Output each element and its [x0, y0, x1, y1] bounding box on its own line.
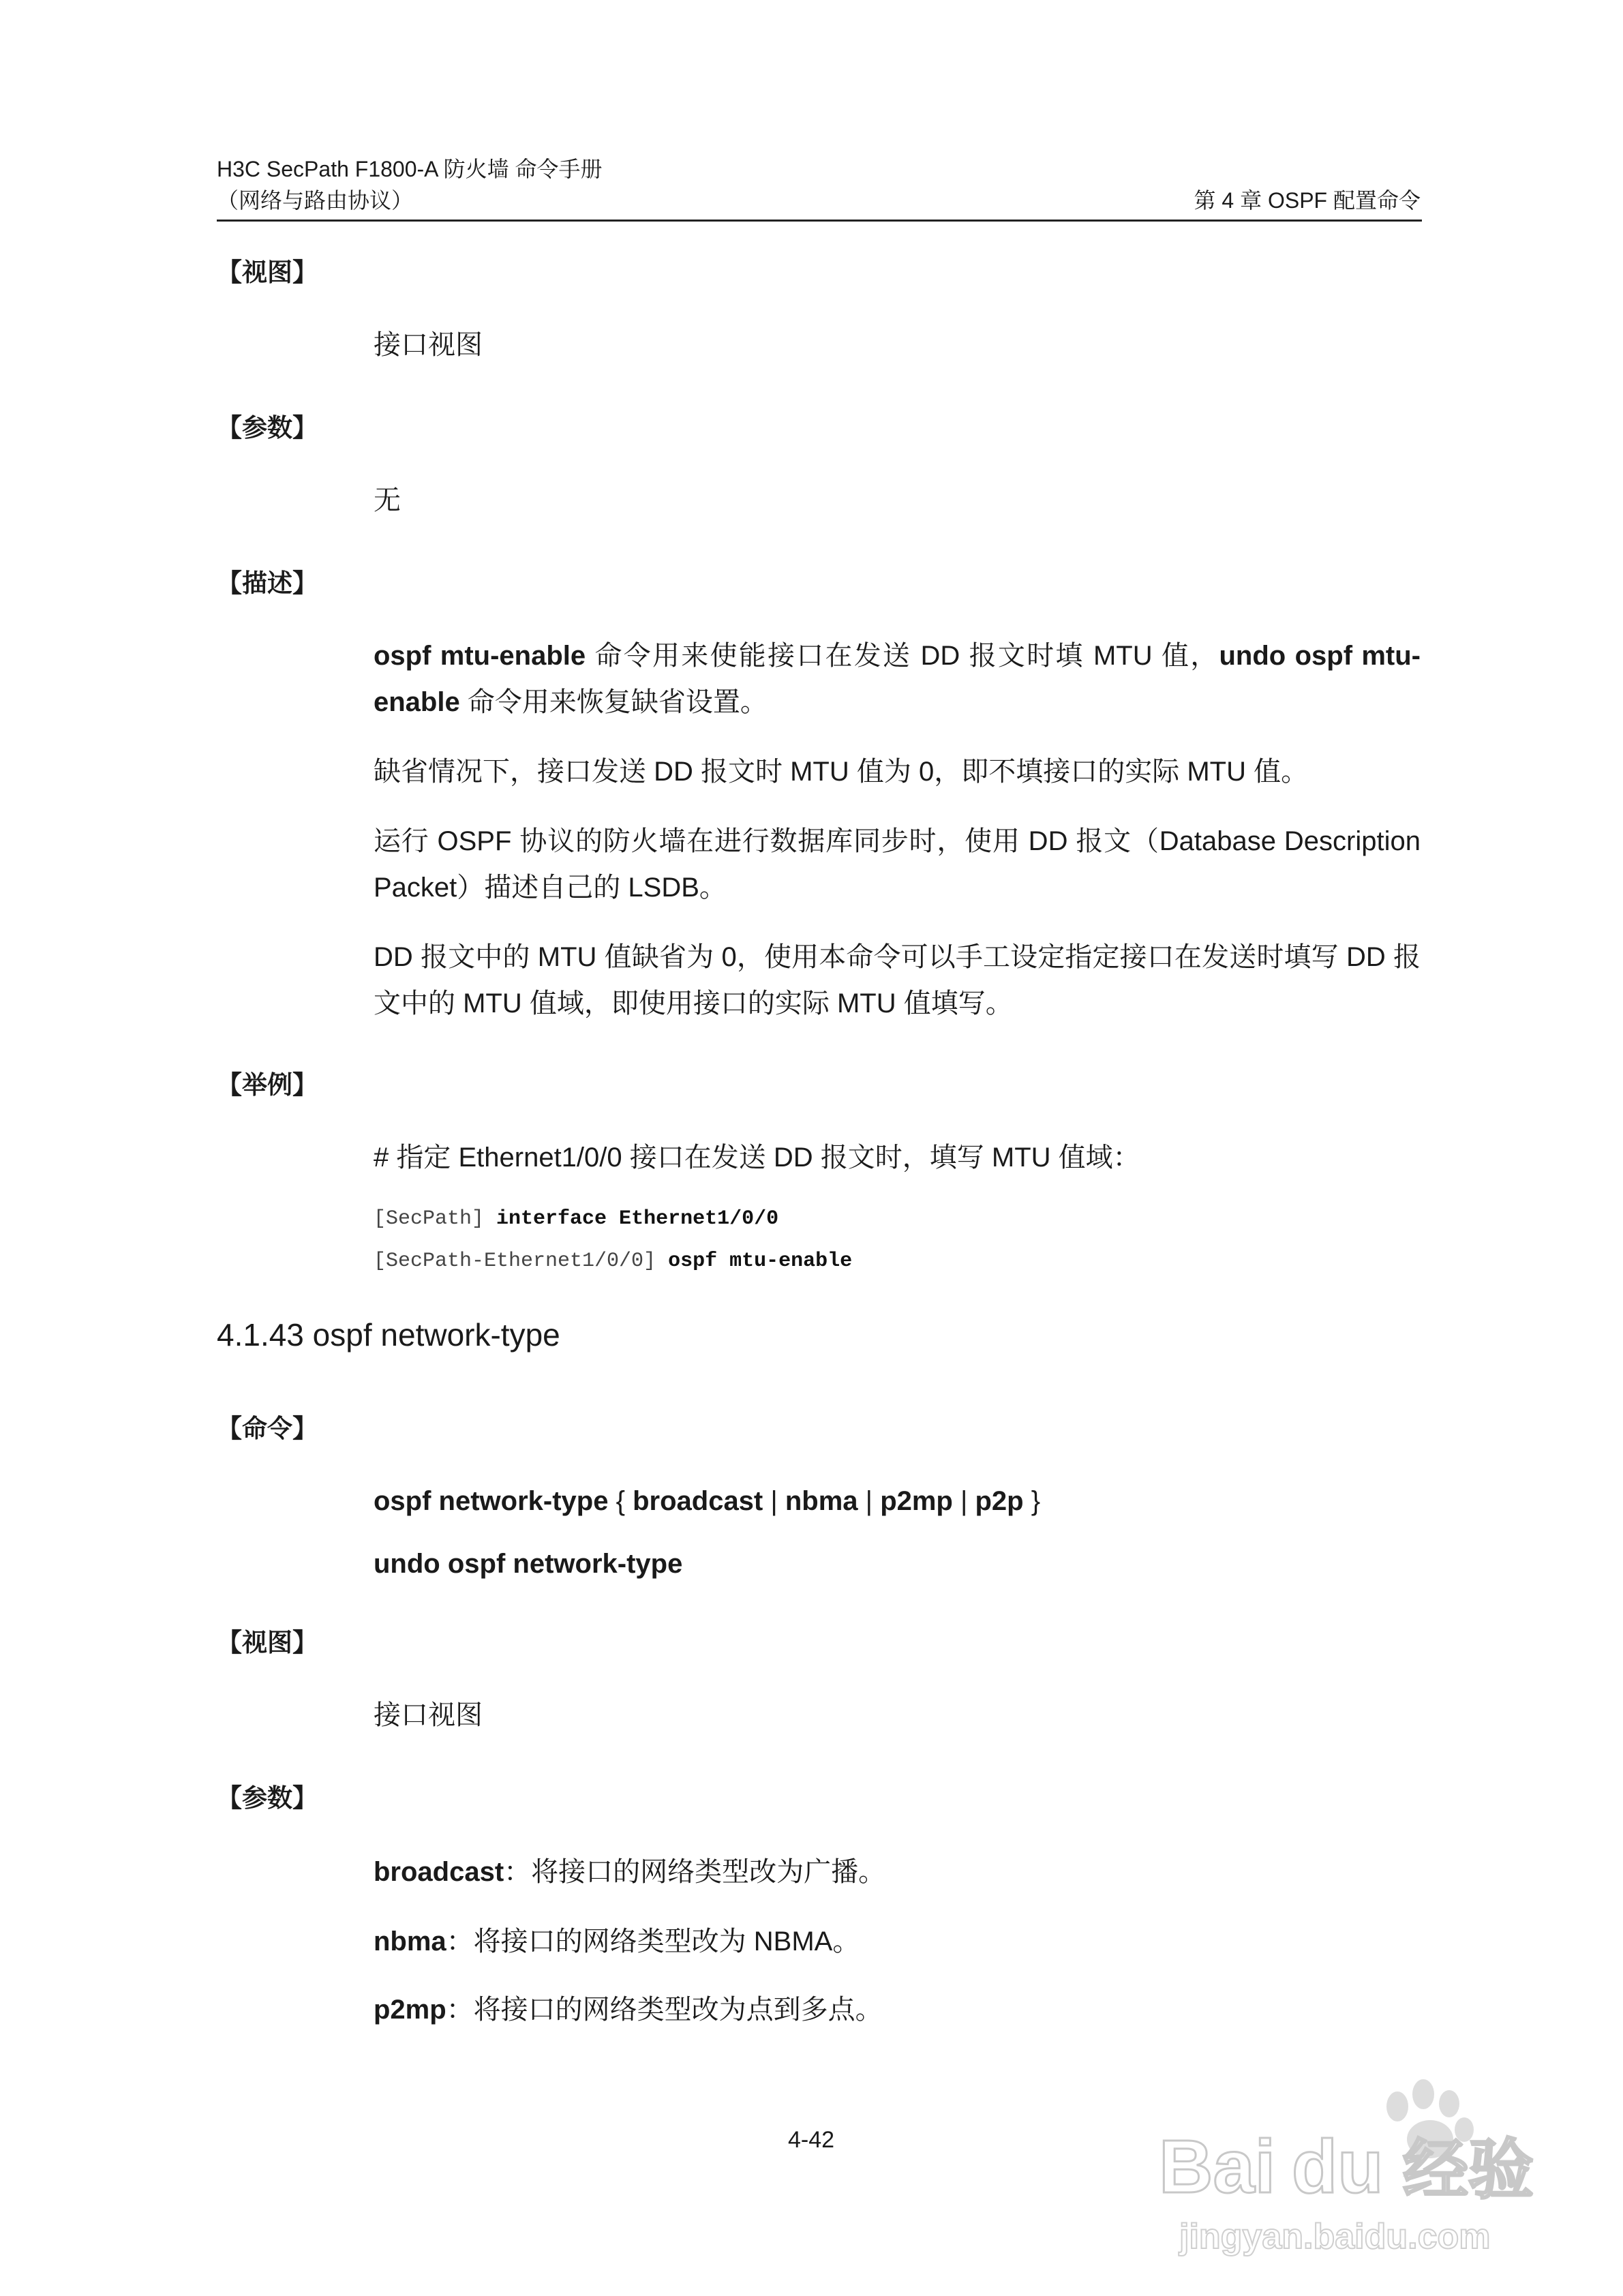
- params-heading: 【参数】: [217, 1784, 318, 1812]
- svg-text:经验: 经验: [1403, 2132, 1534, 2208]
- code-command: ospf mtu-enable: [668, 1250, 853, 1273]
- desc-paragraph-2: 缺省情况下，接口发送 DD 报文时 MTU 值为 0，即不填接口的实际 MTU 值。: [374, 757, 1309, 787]
- code-line-1: [374, 1205, 778, 1233]
- command-heading: 【命令】: [217, 1415, 318, 1442]
- code-line-2: [374, 1248, 852, 1275]
- view-heading: 【视图】: [217, 1629, 318, 1657]
- param-name: nbma: [374, 1927, 446, 1957]
- header-chapter: 第 4 章 OSPF 配置命令: [1194, 188, 1421, 213]
- view-text: 接口视图: [374, 330, 483, 360]
- example-heading: 【举例】: [217, 1071, 318, 1099]
- desc-text: 命令用来恢复缺省设置。: [459, 687, 768, 717]
- param-name: p2mp: [374, 1995, 446, 2025]
- desc-text: 命令用来使能接口在发送 DD 报文时填 MTU 值，: [586, 641, 1219, 671]
- desc-heading: 【描述】: [217, 569, 318, 597]
- baidu-jingyan-watermark: [1152, 2059, 1561, 2263]
- param-desc: ：将接口的网络类型改为点到多点。: [446, 1995, 883, 2025]
- section-title: 4.1.43 ospf network-type: [217, 1317, 560, 1353]
- desc-paragraph-3: 运行 OSPF 协议的防火墙在进行数据库同步时，使用 DD 报文（Database Description Packet）描述自己的 LSDB。: [374, 826, 1421, 903]
- syntax-keyword: ospf network-type: [374, 1486, 609, 1516]
- param-name: broadcast: [374, 1857, 504, 1887]
- view-text: 接口视图: [374, 1700, 483, 1730]
- page-number: 4-42: [787, 2127, 835, 2153]
- command-syntax: [374, 1478, 1421, 1524]
- view-heading: 【视图】: [217, 258, 318, 286]
- desc-paragraph-1: [374, 633, 1421, 725]
- syntax-separator: |: [858, 1486, 881, 1516]
- syntax-separator: |: [952, 1486, 975, 1516]
- syntax-option: broadcast: [633, 1486, 763, 1516]
- param-item: [374, 1849, 1421, 1895]
- code-prompt: [SecPath]: [374, 1207, 497, 1230]
- param-item: [374, 1987, 1421, 2033]
- syntax-separator: |: [763, 1486, 785, 1516]
- header-divider: [217, 220, 1422, 222]
- svg-text:du: du: [1292, 2125, 1384, 2209]
- header-title: H3C SecPath F1800-A 防火墙 命令手册: [217, 157, 603, 181]
- command-keyword: ospf mtu-enable: [374, 641, 586, 671]
- header-subtitle: （网络与路由协议）: [217, 188, 414, 213]
- code-command: interface Ethernet1/0/0: [496, 1207, 779, 1230]
- param-item: [374, 1918, 1421, 1965]
- svg-text:jingyan.baidu.com: jingyan.baidu.com: [1179, 2217, 1491, 2256]
- param-desc: ：将接口的网络类型改为 NBMA。: [446, 1927, 860, 1957]
- syntax-option: p2mp: [880, 1486, 953, 1516]
- command-keyword: undo ospf mtu-enable: [374, 641, 1421, 717]
- example-text: # 指定 Ethernet1/0/0 接口在发送 DD 报文时，填写 MTU 值域：: [374, 1143, 1140, 1173]
- params-text: 无: [374, 485, 401, 515]
- params-heading: 【参数】: [217, 414, 318, 442]
- desc-paragraph-4: DD 报文中的 MTU 值缺省为 0，使用本命令可以手工设定指定接口在发送时填写 DD 报文中的 MTU 值域，即使用接口的实际 MTU 值填写。: [374, 942, 1421, 1018]
- baidu-paw-icon: [1152, 2059, 1561, 2263]
- svg-text:Bai: Bai: [1159, 2125, 1276, 2209]
- syntax-option: nbma: [785, 1486, 858, 1516]
- syntax-brace: {: [608, 1486, 633, 1516]
- syntax-option: p2p: [975, 1486, 1024, 1516]
- code-prompt: [SecPath-Ethernet1/0/0]: [374, 1250, 669, 1273]
- syntax-brace: }: [1023, 1486, 1041, 1516]
- undo-syntax: undo ospf network-type: [374, 1549, 683, 1579]
- param-desc: ：将接口的网络类型改为广播。: [504, 1857, 886, 1887]
